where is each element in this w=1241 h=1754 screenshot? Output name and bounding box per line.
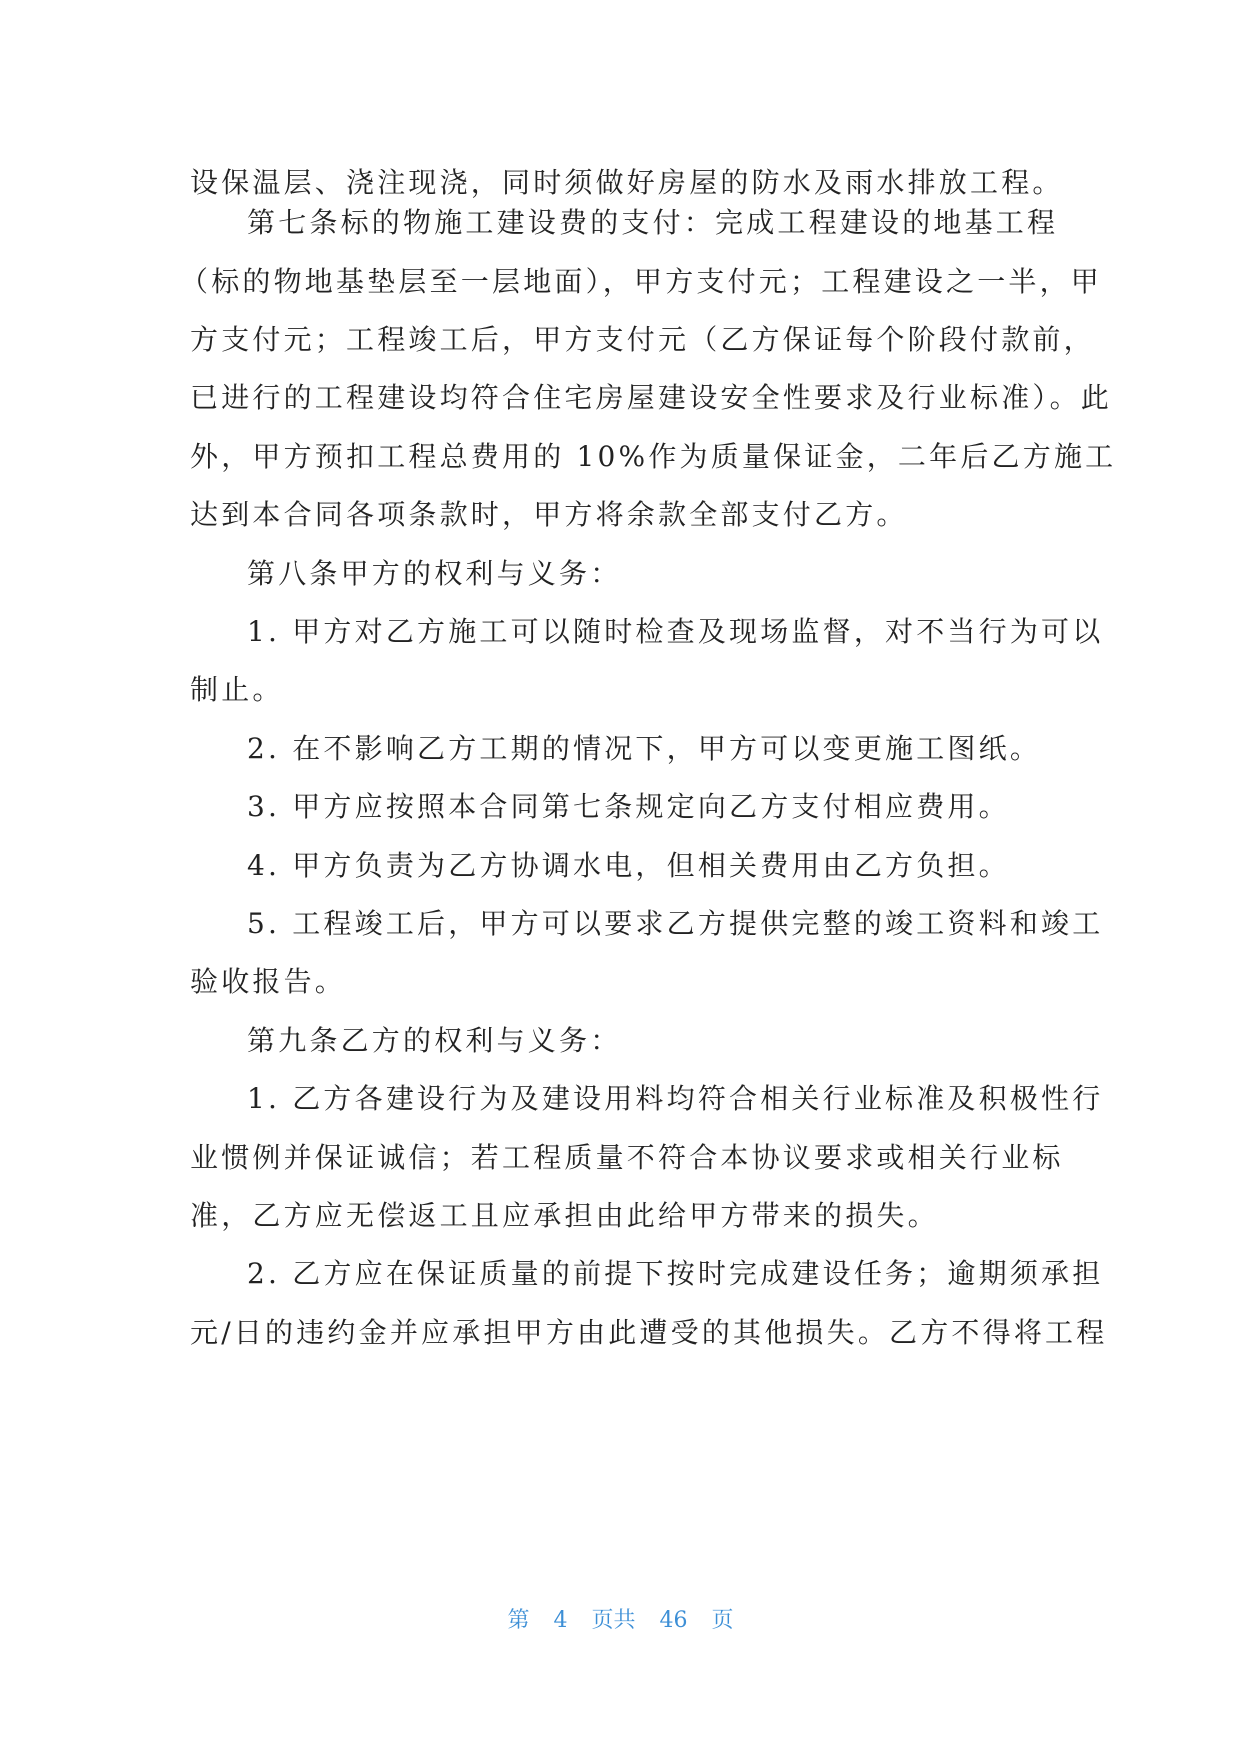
text-line-21: 元/日的违约金并应承担甲方由此遭受的其他损失。乙方不得将工程 [190, 1316, 1108, 1349]
text-line-10: 制止。 [190, 673, 284, 706]
text-line-9: 1. 甲方对乙方施工可以随时检查及现场监督，对不当行为可以 [247, 615, 1104, 648]
footer-prefix: 第 [507, 1608, 530, 1633]
text-line-7: 达到本合同各项条款时，甲方将余款全部支付乙方。 [190, 498, 908, 531]
text-line-2: 第七条标的物施工建设费的支付：完成工程建设的地基工程 [247, 206, 1059, 239]
text-line-11: 2. 在不影响乙方工期的情况下，甲方可以变更施工图纸。 [247, 732, 1042, 765]
text-line-12: 3. 甲方应按照本合同第七条规定向乙方支付相应费用。 [247, 790, 1010, 823]
text-line-8: 第八条甲方的权利与义务： [247, 557, 622, 590]
text-line-14: 5. 工程竣工后，甲方可以要求乙方提供完整的竣工资料和竣工 [247, 907, 1104, 940]
text-line-1: 设保温层、浇注现浇，同时须做好房屋的防水及雨水排放工程。 [190, 166, 1064, 199]
text-line-16: 第九条乙方的权利与义务： [247, 1024, 622, 1057]
text-line-5: 已进行的工程建设均符合住宅房屋建设安全性要求及行业标准）。此 [190, 381, 1113, 414]
footer-suffix: 页 [711, 1608, 734, 1633]
text-line-13: 4. 甲方负责为乙方协调水电，但相关费用由乙方负担。 [247, 849, 1010, 882]
text-line-6: 外，甲方预扣工程总费用的 10%作为质量保证金，二年后乙方施工 [190, 440, 1117, 473]
footer-middle: 页共 [591, 1608, 636, 1633]
text-line-18: 业惯例并保证诚信；若工程质量不符合本协议要求或相关行业标 [190, 1141, 1064, 1174]
text-line-19: 准，乙方应无偿返工且应承担由此给甲方带来的损失。 [190, 1199, 939, 1232]
text-line-20: 2. 乙方应在保证质量的前提下按时完成建设任务；逾期须承担 [247, 1257, 1104, 1290]
total-pages-number: 46 [659, 1608, 688, 1633]
text-line-3: （标的物地基垫层至一层地面），甲方支付元；工程建设之一半，甲 [180, 265, 1103, 298]
text-line-17: 1. 乙方各建设行为及建设用料均符合相关行业标准及积极性行 [247, 1082, 1104, 1115]
current-page-number: 4 [553, 1608, 568, 1633]
text-line-4: 方支付元；工程竣工后，甲方支付元（乙方保证每个阶段付款前， [190, 323, 1095, 356]
page-footer [0, 1603, 1241, 1634]
text-line-15: 验收报告。 [190, 965, 347, 998]
